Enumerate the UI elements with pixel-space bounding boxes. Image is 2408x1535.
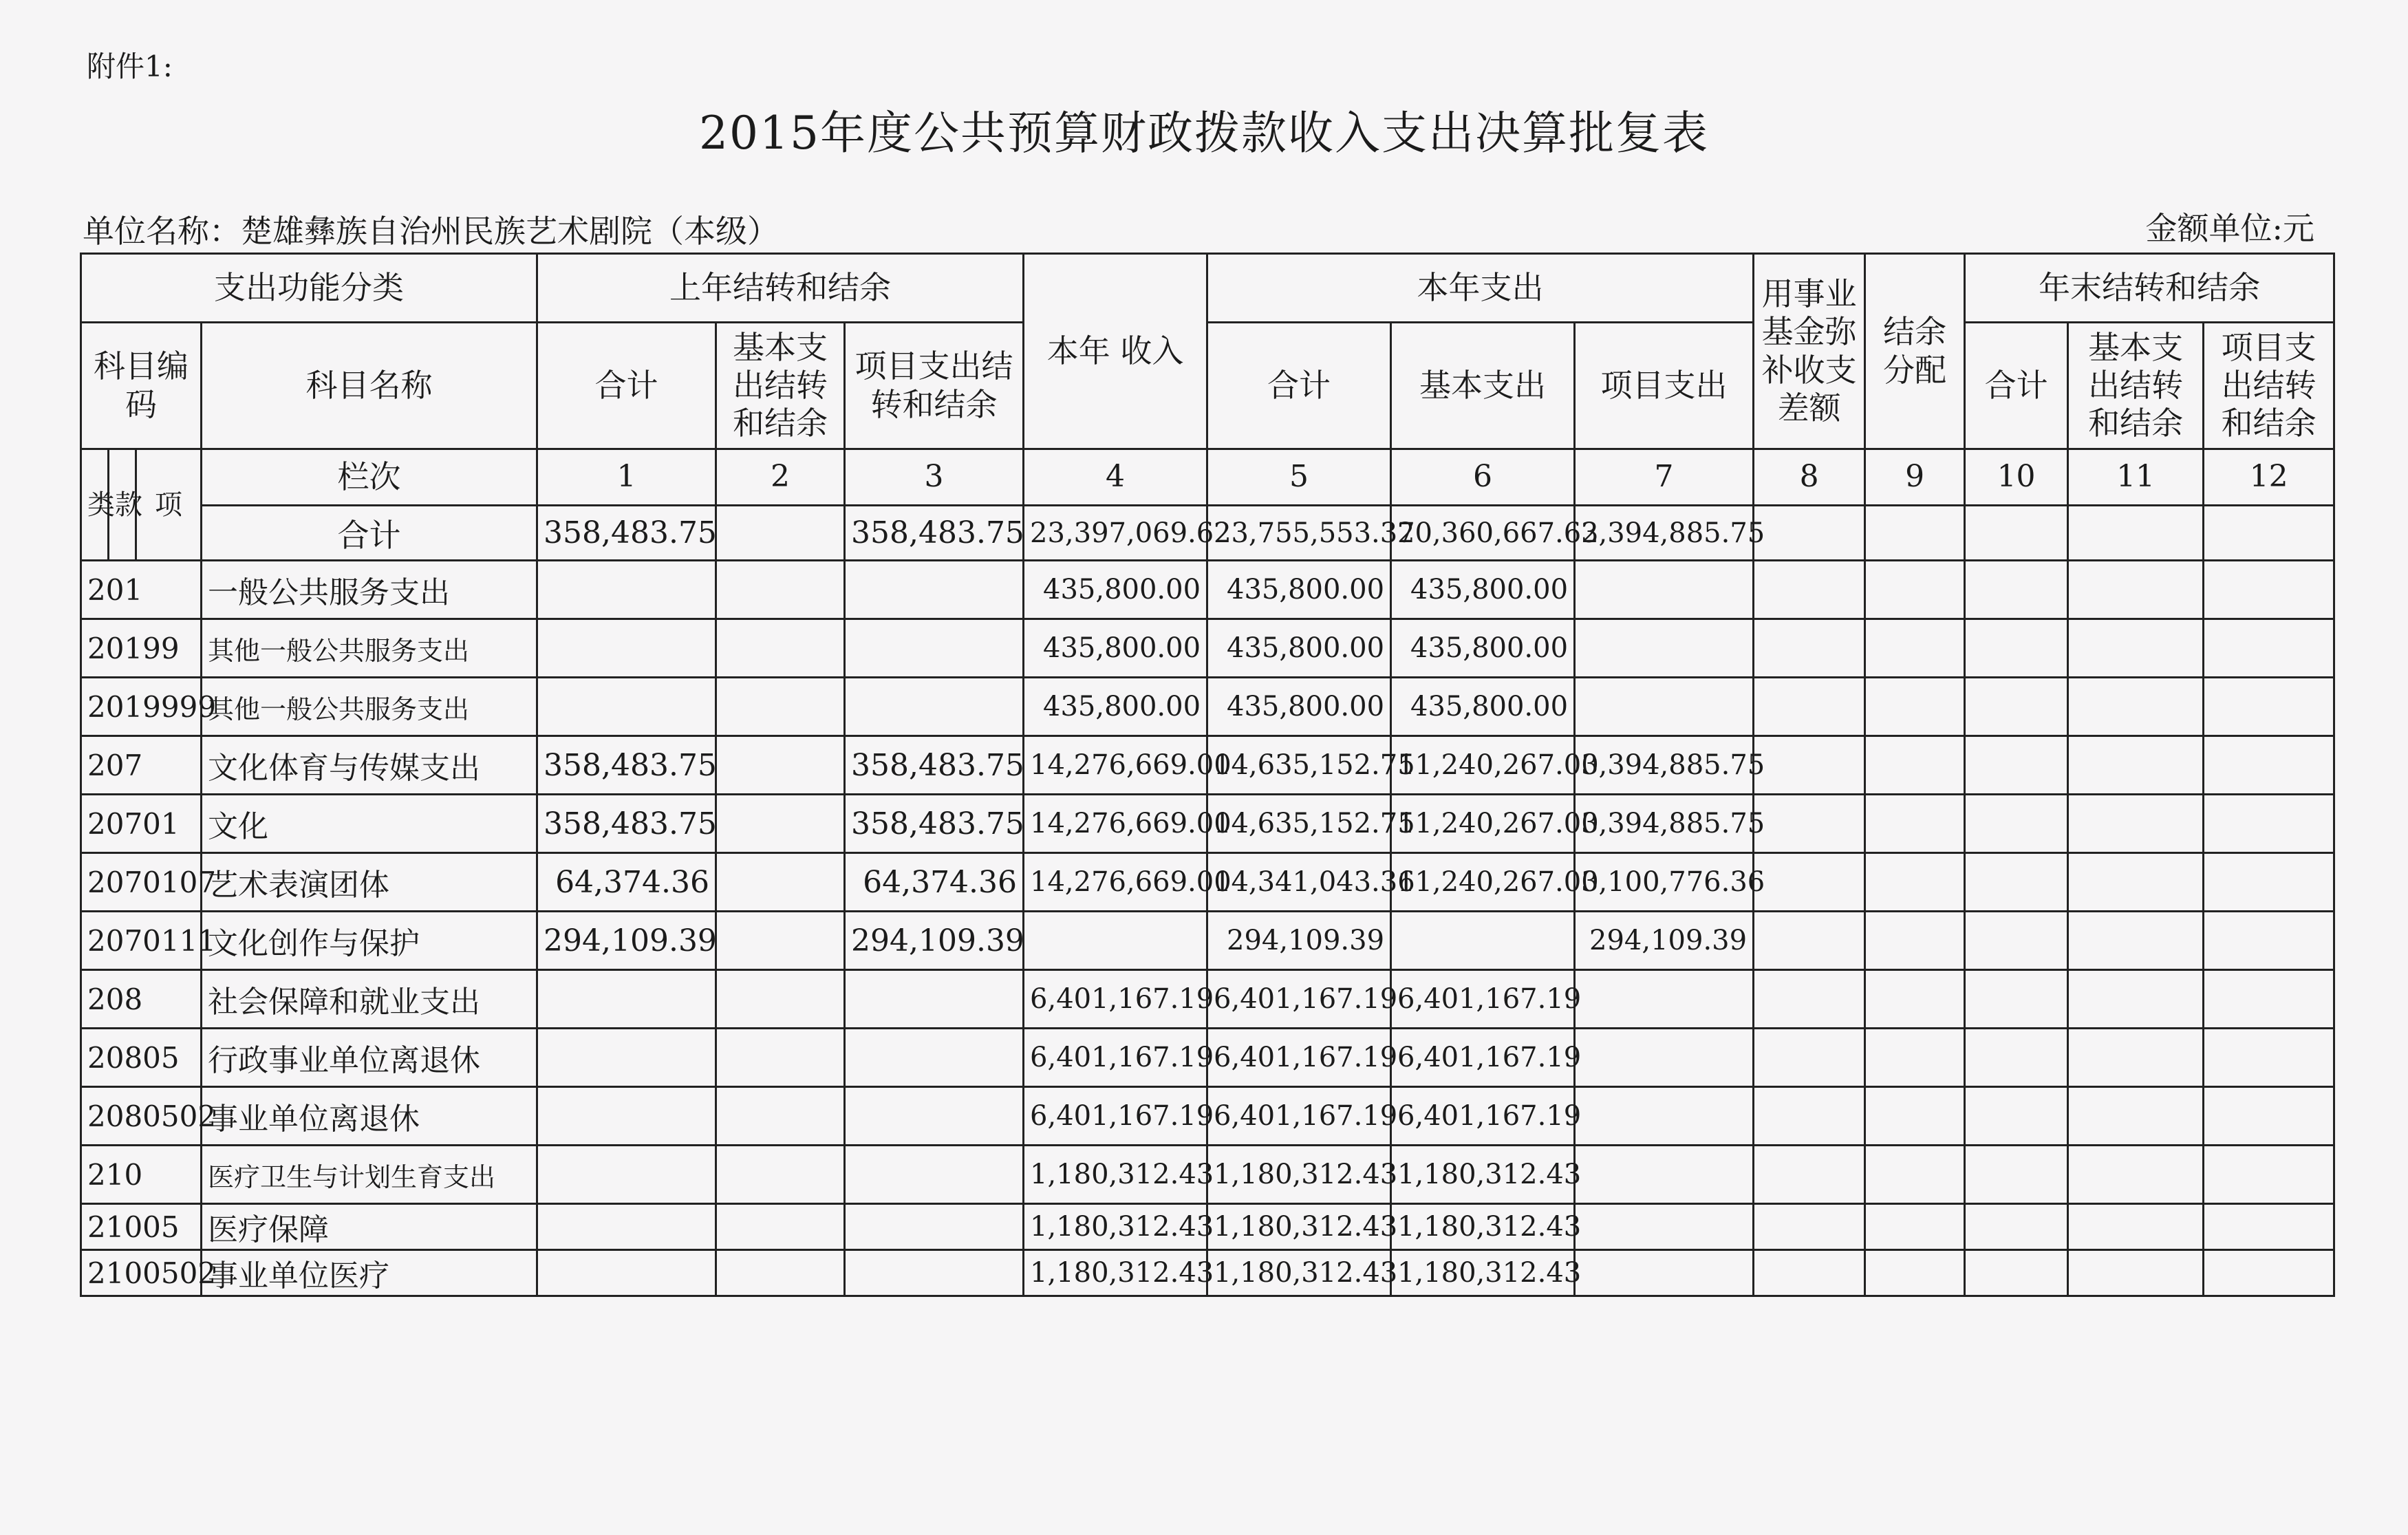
- cell-c3: [845, 1204, 1024, 1250]
- cell-c12: [2204, 1087, 2334, 1146]
- cell-c4: 435,800.00: [1024, 561, 1207, 619]
- amount-unit: 金额单位:元: [2145, 210, 2314, 247]
- total-row: [81, 506, 2334, 561]
- cell-c12: [2204, 1204, 2334, 1250]
- header-end-project: 项目支出结转和结余: [2204, 323, 2334, 449]
- cell-c5: 14,635,152.75: [1207, 795, 1391, 853]
- cell-c8: [1754, 561, 1865, 619]
- cell-c8: [1754, 1204, 1865, 1250]
- header-exp-total: 合计: [1207, 323, 1391, 449]
- cell-c12: [2204, 506, 2334, 561]
- table-row: [81, 795, 2334, 853]
- header-subject-name: 科目名称: [202, 323, 537, 449]
- cell-c8: [1754, 970, 1865, 1029]
- cell-c11: [2068, 1146, 2204, 1204]
- cell-c2: [716, 1029, 845, 1087]
- column-number: 4: [1024, 449, 1207, 506]
- cell-c7: [1575, 1087, 1754, 1146]
- header-exp-basic: 基本支出: [1391, 323, 1575, 449]
- cell-c7: [1575, 1250, 1754, 1296]
- cell-c7: 3,394,885.75: [1575, 736, 1754, 795]
- column-number: 6: [1391, 449, 1575, 506]
- cell-c11: [2068, 619, 2204, 678]
- cell-c6: 1,180,312.43: [1391, 1250, 1575, 1296]
- cell-c5: 435,800.00: [1207, 561, 1391, 619]
- cell-c3: 358,483.75: [845, 736, 1024, 795]
- cell-c6: [1391, 912, 1575, 970]
- cell-c6: 435,800.00: [1391, 561, 1575, 619]
- cell-c10: [1965, 561, 2068, 619]
- cell-c7: 3,394,885.75: [1575, 506, 1754, 561]
- cell-c6: 11,240,267.00: [1391, 853, 1575, 912]
- cell-c1: [537, 561, 716, 619]
- column-number: 3: [845, 449, 1024, 506]
- cell-c10: [1965, 506, 2068, 561]
- cell-c6: 6,401,167.19: [1391, 1087, 1575, 1146]
- cell-c4: 6,401,167.19: [1024, 970, 1207, 1029]
- header-surplus-dist: 结余分配: [1865, 254, 1965, 449]
- cell-c4: 14,276,669.00: [1024, 853, 1207, 912]
- subject-code: 201: [81, 561, 202, 619]
- column-number: 5: [1207, 449, 1391, 506]
- cell-c4: 1,180,312.43: [1024, 1204, 1207, 1250]
- subject-code: 20805: [81, 1029, 202, 1087]
- cell-c12: [2204, 619, 2334, 678]
- subject-code: 2070107: [81, 853, 202, 912]
- cell-c1: 358,483.75: [537, 795, 716, 853]
- column-number: 7: [1575, 449, 1754, 506]
- header-column-order: 栏次: [202, 449, 537, 506]
- subject-code: 207: [81, 736, 202, 795]
- header-func-class: 支出功能分类: [81, 254, 537, 323]
- cell-c8: [1754, 506, 1865, 561]
- cell-c3: [845, 619, 1024, 678]
- cell-c4: 23,397,069.62: [1024, 506, 1207, 561]
- cell-c3: 64,374.36: [845, 853, 1024, 912]
- cell-c3: 358,483.75: [845, 506, 1024, 561]
- column-number: 2: [716, 449, 845, 506]
- cell-c2: [716, 1087, 845, 1146]
- table-row: [81, 970, 2334, 1029]
- column-number: 11: [2068, 449, 2204, 506]
- header-subject-code: 科目编码: [81, 323, 202, 449]
- cell-c9: [1865, 912, 1965, 970]
- cell-c11: [2068, 853, 2204, 912]
- cell-c1: [537, 1029, 716, 1087]
- cell-c10: [1965, 1250, 2068, 1296]
- cell-c1: 358,483.75: [537, 506, 716, 561]
- cell-c10: [1965, 1087, 2068, 1146]
- subject-code: 2100502: [81, 1250, 202, 1296]
- cell-c11: [2068, 561, 2204, 619]
- cell-c5: 294,109.39: [1207, 912, 1391, 970]
- subject-name: 其他一般公共服务支出: [202, 678, 537, 736]
- cell-c9: [1865, 853, 1965, 912]
- table-row: [81, 619, 2334, 678]
- subject-name: 社会保障和就业支出: [202, 970, 537, 1029]
- cell-c11: [2068, 1029, 2204, 1087]
- total-label: 合计: [202, 506, 537, 561]
- cell-c6: 435,800.00: [1391, 619, 1575, 678]
- cell-c5: 6,401,167.19: [1207, 1087, 1391, 1146]
- cell-c4: 435,800.00: [1024, 619, 1207, 678]
- cell-c10: [1965, 619, 2068, 678]
- subject-name: 事业单位医疗: [202, 1250, 537, 1296]
- unit-name: 单位名称：楚雄彝族自治州民族艺术剧院（本级）: [83, 213, 779, 250]
- cell-c1: 358,483.75: [537, 736, 716, 795]
- cell-c11: [2068, 1087, 2204, 1146]
- cell-c3: [845, 1087, 1024, 1146]
- cell-c8: [1754, 853, 1865, 912]
- cell-c9: [1865, 678, 1965, 736]
- table-row: [81, 912, 2334, 970]
- cell-c12: [2204, 1029, 2334, 1087]
- cell-c7: 3,100,776.36: [1575, 853, 1754, 912]
- table-row: [81, 1250, 2334, 1296]
- header-prev-project: 项目支出结转和结余: [845, 323, 1024, 449]
- cell-c4: 1,180,312.43: [1024, 1250, 1207, 1296]
- column-number: 12: [2204, 449, 2334, 506]
- column-number: 10: [1965, 449, 2068, 506]
- cell-c5: 14,341,043.36: [1207, 853, 1391, 912]
- table-row: [81, 1146, 2334, 1204]
- cell-c9: [1865, 561, 1965, 619]
- cell-c7: [1575, 1146, 1754, 1204]
- cell-c7: [1575, 1029, 1754, 1087]
- cell-c10: [1965, 795, 2068, 853]
- cell-c10: [1965, 1204, 2068, 1250]
- cell-c3: [845, 678, 1024, 736]
- cell-c2: [716, 1204, 845, 1250]
- subject-name: 文化创作与保护: [202, 912, 537, 970]
- cell-c12: [2204, 970, 2334, 1029]
- header-prev-balance: 上年结转和结余: [537, 254, 1024, 323]
- cell-c5: 1,180,312.43: [1207, 1146, 1391, 1204]
- cell-c10: [1965, 736, 2068, 795]
- cell-c2: [716, 853, 845, 912]
- cell-c12: [2204, 1250, 2334, 1296]
- table-row: [81, 853, 2334, 912]
- cell-c5: 1,180,312.43: [1207, 1250, 1391, 1296]
- cell-c1: [537, 1250, 716, 1296]
- header-exp-project: 项目支出: [1575, 323, 1754, 449]
- subject-name: 事业单位离退休: [202, 1087, 537, 1146]
- subject-code: 210: [81, 1146, 202, 1204]
- cell-c6: 435,800.00: [1391, 678, 1575, 736]
- header-end-total: 合计: [1965, 323, 2068, 449]
- cell-c2: [716, 795, 845, 853]
- subject-code: 2019999: [81, 678, 202, 736]
- cell-c7: [1575, 678, 1754, 736]
- cell-c9: [1865, 619, 1965, 678]
- cell-c4: 14,276,669.00: [1024, 795, 1207, 853]
- header-kuan: 款: [109, 449, 136, 561]
- cell-c3: [845, 970, 1024, 1029]
- cell-c9: [1865, 1146, 1965, 1204]
- cell-c7: [1575, 561, 1754, 619]
- cell-c6: 6,401,167.19: [1391, 970, 1575, 1029]
- cell-c3: [845, 1029, 1024, 1087]
- cell-c1: 294,109.39: [537, 912, 716, 970]
- subject-code: 2080502: [81, 1087, 202, 1146]
- cell-c6: 6,401,167.19: [1391, 1029, 1575, 1087]
- column-number: 8: [1754, 449, 1865, 506]
- cell-c8: [1754, 1250, 1865, 1296]
- cell-c11: [2068, 1204, 2204, 1250]
- subject-code: 20199: [81, 619, 202, 678]
- cell-c2: [716, 1250, 845, 1296]
- table-row: [81, 561, 2334, 619]
- cell-c4: [1024, 912, 1207, 970]
- cell-c3: 358,483.75: [845, 795, 1024, 853]
- cell-c10: [1965, 970, 2068, 1029]
- cell-c10: [1965, 853, 2068, 912]
- header-prev-basic: 基本支出结转和结余: [716, 323, 845, 449]
- cell-c11: [2068, 1250, 2204, 1296]
- cell-c9: [1865, 736, 1965, 795]
- cell-c8: [1754, 1146, 1865, 1204]
- header-xiang: 项: [136, 449, 202, 561]
- cell-c8: [1754, 912, 1865, 970]
- cell-c12: [2204, 912, 2334, 970]
- cell-c3: [845, 1146, 1024, 1204]
- subject-name: 行政事业单位离退休: [202, 1029, 537, 1087]
- attachment-label: 附件1:: [87, 50, 173, 83]
- cell-c12: [2204, 853, 2334, 912]
- table-row: [81, 1029, 2334, 1087]
- subject-code: 2070111: [81, 912, 202, 970]
- cell-c1: [537, 1146, 716, 1204]
- cell-c6: 1,180,312.43: [1391, 1204, 1575, 1250]
- cell-c11: [2068, 678, 2204, 736]
- cell-c9: [1865, 1029, 1965, 1087]
- cell-c12: [2204, 1146, 2334, 1204]
- cell-c6: 1,180,312.43: [1391, 1146, 1575, 1204]
- cell-c4: 435,800.00: [1024, 678, 1207, 736]
- header-current-income: 本年 收入: [1024, 254, 1207, 449]
- subject-name: 医疗卫生与计划生育支出: [202, 1146, 537, 1204]
- cell-c12: [2204, 561, 2334, 619]
- cell-c1: [537, 1087, 716, 1146]
- cell-c8: [1754, 619, 1865, 678]
- cell-c7: [1575, 1204, 1754, 1250]
- header-fund-offset: 用事业基金弥补收支差额: [1754, 254, 1865, 449]
- cell-c3: [845, 1250, 1024, 1296]
- cell-c2: [716, 1146, 845, 1204]
- cell-c8: [1754, 736, 1865, 795]
- budget-table: [80, 253, 2335, 1297]
- cell-c10: [1965, 1146, 2068, 1204]
- cell-c6: 11,240,267.00: [1391, 736, 1575, 795]
- cell-c1: 64,374.36: [537, 853, 716, 912]
- cell-c5: 435,800.00: [1207, 619, 1391, 678]
- header-prev-total: 合计: [537, 323, 716, 449]
- cell-c2: [716, 970, 845, 1029]
- cell-c10: [1965, 1029, 2068, 1087]
- cell-c9: [1865, 1204, 1965, 1250]
- subject-name: 艺术表演团体: [202, 853, 537, 912]
- cell-c1: [537, 619, 716, 678]
- subject-name: 其他一般公共服务支出: [202, 619, 537, 678]
- cell-c3: [845, 561, 1024, 619]
- cell-c6: 11,240,267.00: [1391, 795, 1575, 853]
- cell-c12: [2204, 795, 2334, 853]
- cell-c11: [2068, 795, 2204, 853]
- cell-c10: [1965, 912, 2068, 970]
- cell-c7: 3,394,885.75: [1575, 795, 1754, 853]
- cell-c7: 294,109.39: [1575, 912, 1754, 970]
- cell-c11: [2068, 506, 2204, 561]
- cell-c11: [2068, 736, 2204, 795]
- page-title: 2015年度公共预算财政拨款收入支出决算批复表: [699, 107, 1709, 160]
- cell-c9: [1865, 970, 1965, 1029]
- cell-c1: [537, 678, 716, 736]
- column-number: 1: [537, 449, 716, 506]
- table-row: [81, 736, 2334, 795]
- subject-name: 一般公共服务支出: [202, 561, 537, 619]
- cell-c5: 6,401,167.19: [1207, 1029, 1391, 1087]
- cell-c12: [2204, 678, 2334, 736]
- cell-c4: 1,180,312.43: [1024, 1146, 1207, 1204]
- cell-c4: 14,276,669.00: [1024, 736, 1207, 795]
- cell-c1: [537, 1204, 716, 1250]
- subject-code: 20701: [81, 795, 202, 853]
- cell-c2: [716, 912, 845, 970]
- table-row: [81, 1204, 2334, 1250]
- cell-c4: 6,401,167.19: [1024, 1087, 1207, 1146]
- cell-c5: 23,755,553.37: [1207, 506, 1391, 561]
- header-current-expense: 本年支出: [1207, 254, 1754, 323]
- cell-c2: [716, 678, 845, 736]
- subject-name: 文化体育与传媒支出: [202, 736, 537, 795]
- cell-c11: [2068, 912, 2204, 970]
- cell-c2: [716, 619, 845, 678]
- cell-c3: 294,109.39: [845, 912, 1024, 970]
- cell-c8: [1754, 1029, 1865, 1087]
- cell-c10: [1965, 678, 2068, 736]
- header-year-end-balance: 年末结转和结余: [1965, 254, 2334, 323]
- cell-c2: [716, 736, 845, 795]
- subject-name: 文化: [202, 795, 537, 853]
- cell-c8: [1754, 1087, 1865, 1146]
- cell-c8: [1754, 795, 1865, 853]
- cell-c2: [716, 561, 845, 619]
- cell-c8: [1754, 678, 1865, 736]
- cell-c9: [1865, 795, 1965, 853]
- cell-c9: [1865, 1250, 1965, 1296]
- cell-c2: [716, 506, 845, 561]
- subject-name: 医疗保障: [202, 1204, 537, 1250]
- cell-c5: 1,180,312.43: [1207, 1204, 1391, 1250]
- cell-c4: 6,401,167.19: [1024, 1029, 1207, 1087]
- cell-c12: [2204, 736, 2334, 795]
- cell-c1: [537, 970, 716, 1029]
- subject-code: 21005: [81, 1204, 202, 1250]
- cell-c6: 20,360,667.62: [1391, 506, 1575, 561]
- table-row: [81, 1087, 2334, 1146]
- column-number: 9: [1865, 449, 1965, 506]
- cell-c5: 435,800.00: [1207, 678, 1391, 736]
- header-lei: 类: [81, 449, 109, 561]
- cell-c7: [1575, 619, 1754, 678]
- cell-c5: 14,635,152.75: [1207, 736, 1391, 795]
- cell-c9: [1865, 1087, 1965, 1146]
- cell-c5: 6,401,167.19: [1207, 970, 1391, 1029]
- cell-c7: [1575, 970, 1754, 1029]
- cell-c9: [1865, 506, 1965, 561]
- header-end-basic: 基本支出结转和结余: [2068, 323, 2204, 449]
- subject-code: 208: [81, 970, 202, 1029]
- cell-c11: [2068, 970, 2204, 1029]
- table-row: [81, 678, 2334, 736]
